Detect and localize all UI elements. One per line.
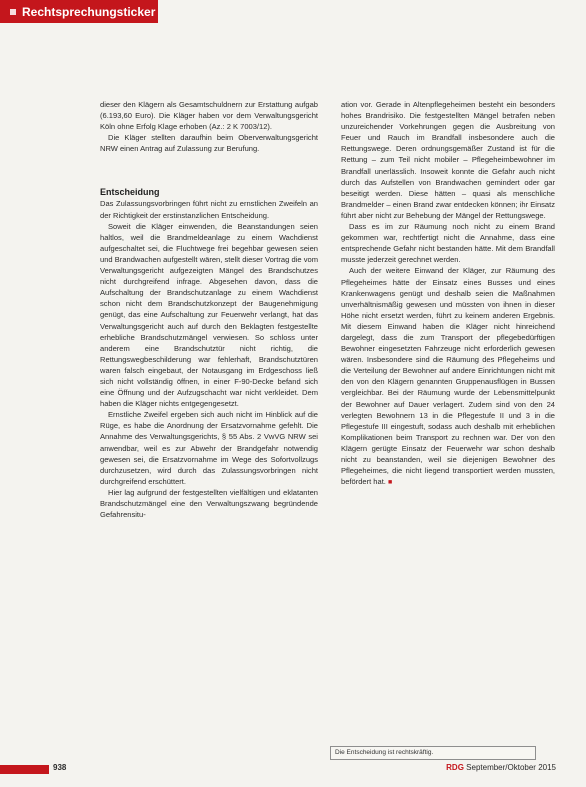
decision-status-box	[330, 746, 536, 760]
magazine-name: RDG	[446, 763, 464, 772]
body-paragraph: Das Zulassungsvorbringen führt nicht zu ernstlichen Zweifeln an der Richtigkeit der erstinstanzlichen Entscheidung.	[100, 199, 318, 220]
left-column	[100, 99, 318, 520]
footer-issue-line	[446, 763, 556, 772]
section-header-tab	[0, 0, 158, 23]
footer-accent-bar	[0, 765, 49, 774]
decision-status-text: Die Entscheidung ist rechtskräftig.	[335, 749, 434, 756]
body-paragraph: Ernstliche Zweifel ergeben sich auch nicht im Hinblick auf die Rüge, es habe die Anordnung der Ersatzvornahme gefehlt. Die Annahme des Verwaltungsgerichts, § 55 Abs. 2 VwVG NRW sei anwendbar, weil es zur Abwehr der Brandgefahr notwendig gewesen sei, die Ersatzvornahme im Wege des Sofortvollzugs durchzusetzen, wird durch das Zulassungsvorbringen nicht durchgreifend erschüttert.	[100, 410, 318, 486]
body-text: Auch der weitere Einwand der Kläger, zur Räumung des Pflegeheimes hätte der Einsatz eines Busses und eines Krankenwagens genügt und deshalb seien die Maßnahmen unverhältnismäßig gewesen und müssten von ihnen in dieser Höhe nicht ersetzt werden, führt zu keinem anderen Ergebnis. Mit diesem Einwand haben die Kläger nicht hinreichend dargelegt, dass die zum Transport der pflegebedürftigen Bewohner eingesetzten Fahrzeuge nicht erforderlich gewesen wären. Insbesondere sind die Räumung des Pflegeheims und die Verteilung der Bewohner auf andere Einrichtungen nicht mit den von den Klägern genannten Gruppenausflügen in Bussen vergleichbar. Bei der Räumung wurde der Lebensmittelpunkt der Bewohner auf Dauer verlagert. Zudem sind von den 24 verlegten Bewohnern 13 in die Pflegestufe II und 3 in die Pflegestufe III eingestuft, sodass auch deshalb mit erheblichen Komplikationen beim Transport zu rechnen war. Der von den Klägern gerügte Einsatz der Feuerwehr war schon deshalb nicht zu beanstanden, weil sie diejenigen Bewohner des Pflegeheimes, die nicht liegend transportiert werden mussten, befördert hat.	[341, 266, 555, 487]
section-label: Rechtsprechungsticker	[22, 4, 156, 19]
body-paragraph: Hier lag aufgrund der festgestellten vielfältigen und eklatanten Brandschutzmängel eine den Verwaltungszwang begründende Gefahrensitu-	[100, 487, 318, 520]
page-number: 938	[53, 763, 67, 772]
bullet-square-icon	[10, 9, 16, 15]
issue-date: September/Oktober 2015	[466, 763, 556, 772]
body-paragraph: Dass es im zur Räumung noch nicht zu einem Brand gekommen war, rechtfertigt nicht die Annahme, dass eine entsprechende Gefahr nicht bestanden hätte. Mit dem Brandfall musste jederzeit gerechnet werden.	[341, 222, 555, 265]
intro-paragraph: Die Kläger stellten daraufhin beim Oberverwaltungsgericht NRW einen Antrag auf Zulassung zur Berufung.	[100, 133, 318, 154]
end-mark-icon: ■	[388, 479, 393, 487]
body-paragraph: Soweit die Kläger einwenden, die Beanstandungen seien haltlos, weil die Brandmeldeanlage zu einem Wachdienst aufgeschaltet sei, die Fluchtwege frei begehbar gewesen seien und Brandwachen aufgestellt wären, stellt dieser Vortrag die vom Verwaltungsgericht aufgezeigten Mängel des Brandschutzes nicht durchgreifend infrage. Abgesehen davon, dass die Aufschaltung der Brandschutzanlage zu einem Wachdienst schon nicht dem Brandschutzkonzept der Baugenehmigung genügt, das eine Aufschaltung zur Feuerwehr verlangt, hat das Verwaltungsgericht auch auf durch den Beklagten festgestellte erhebliche Brandschutzmängel verwiesen. So schloss unter anderem eine Brandschutztür nicht richtig, die Rettungswegbeschilderung war fehlerhaft, Brandschutztüren waren falsch eingebaut, der Notausgang im Erdgeschoss ließ sich nicht vollständig öffnen, in einer F-90-Decke befand sich eine Öffnung und der Aufzugschacht war nicht verkleidet. Dem haben die Kläger nichts entgegengesetzt.	[100, 221, 318, 409]
body-paragraph	[341, 265, 555, 488]
right-column	[341, 99, 555, 488]
section-heading: Entscheidung	[100, 187, 160, 198]
body-paragraph: ation vor. Gerade in Altenpflegeheimen besteht ein besonders hohes Brandrisiko. Die festgestellten Mängel betrafen neben unzureichender Vorkehrungen gegen die Ausbreitung von Feuer und Rauch im Brandfall insbesondere auch die Rettungswege. Deren ordnungsgemäßer Zustand ist für die Rettung – zum Teil nicht mobiler – Pflegeheimbewohner im Brandfall unerlässlich. Insoweit konnte die Gefahr auch nicht durch das Aufstellen von Brandwachen gemindert oder gar beseitigt werden. Diese hätten – quasi als menschliche Brandmelder – einen Brand zwar entdecken können; ihr Einsatz führt aber nicht zur Behebung der Mängel der Rettungswege.	[341, 100, 555, 220]
intro-paragraph: dieser den Klägern als Gesamtschuldnern zur Erstattung aufgab (6.193,60 Euro). Die Kläger haben vor dem Verwaltungsgericht Köln ohne Erfolg Klage erhoben (Az.: 2 K 7003/12).	[100, 100, 318, 132]
